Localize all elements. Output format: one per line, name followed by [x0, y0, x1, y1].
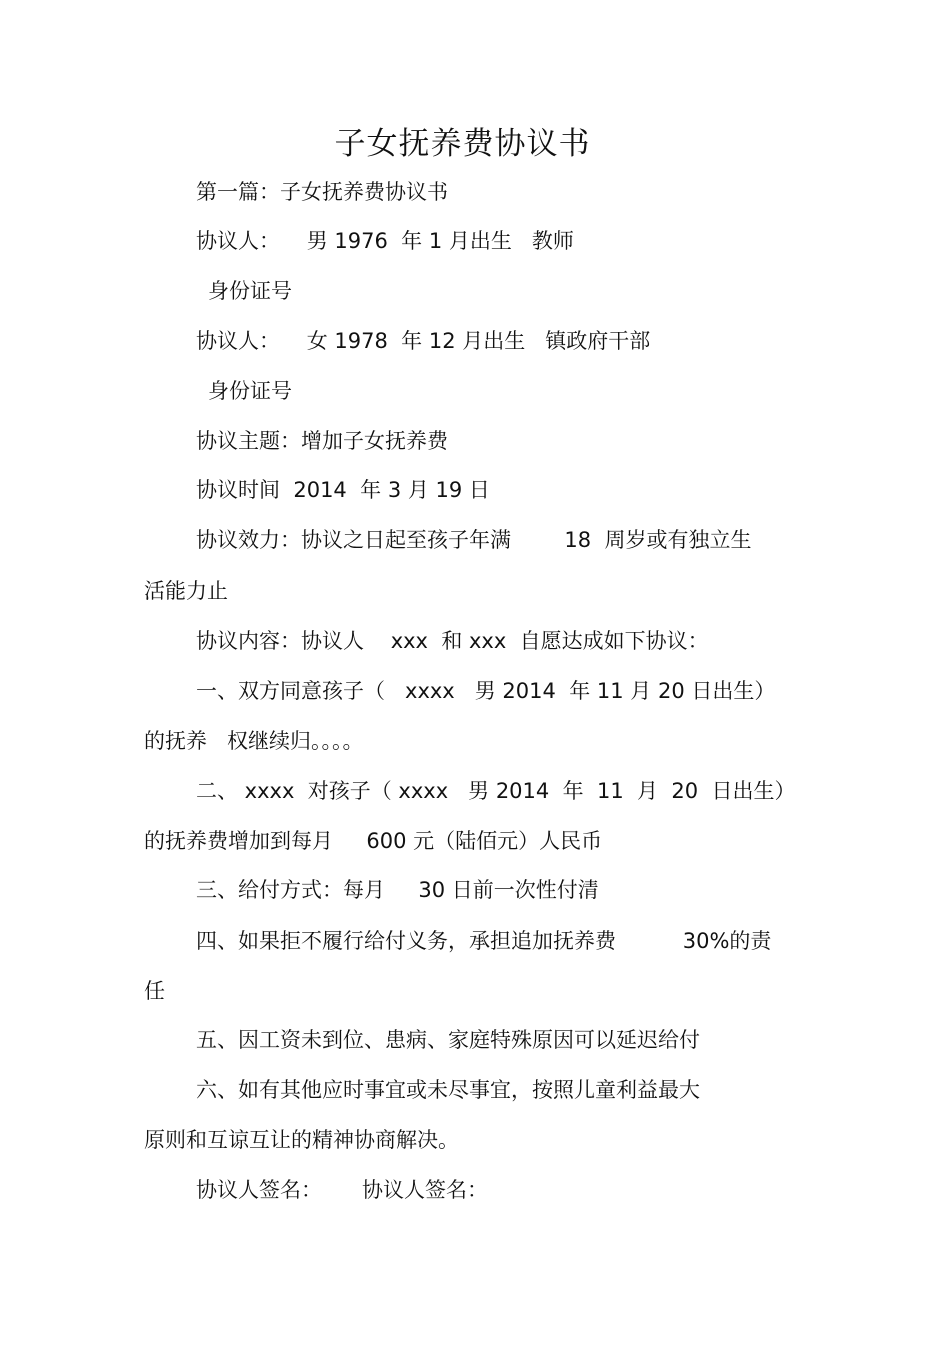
- clause-six: 六、如有其他应时事宜或未尽事宜，按照儿童利益最大: [196, 1078, 700, 1102]
- clause-two-continued: 的抚养费增加到每月 600 元（陆佰元）人民币: [144, 829, 603, 853]
- document-title: 子女抚养费协议书: [334, 126, 591, 162]
- clause-six-continued: 原则和互谅互让的精神协商解决。: [144, 1128, 459, 1152]
- clause-two: 二、 xxxx 对孩子（ xxxx 男 2014 年 11 月 20 日出生）: [196, 779, 796, 803]
- party-one-id-label: 身份证号: [208, 279, 292, 303]
- section-heading: 第一篇：子女抚养费协议书: [196, 180, 448, 204]
- agreement-validity-continued: 活能力止: [144, 579, 228, 603]
- signature-label-right: 协议人签名：: [362, 1178, 488, 1202]
- clause-one-continued: 的抚养 权继续归。。。。: [144, 729, 364, 753]
- clause-three: 三、给付方式：每月 30 日前一次性付清: [196, 878, 599, 902]
- clause-four-continued: 任: [144, 979, 165, 1003]
- clause-one: 一、双方同意孩子（ xxxx 男 2014 年 11 月 20 日出生）: [196, 679, 776, 703]
- agreement-date: 协议时间 2014 年 3 月 19 日: [196, 478, 490, 502]
- party-two-id-label: 身份证号: [208, 379, 292, 403]
- agreement-subject: 协议主题：增加子女抚养费: [196, 429, 448, 453]
- clause-four: 四、如果拒不履行给付义务，承担追加抚养费 30%的责: [196, 929, 772, 953]
- party-one-line: 协议人： 男 1976 年 1 月出生 教师: [196, 229, 574, 253]
- clause-five: 五、因工资未到位、患病、家庭特殊原因可以延迟给付: [196, 1028, 700, 1052]
- signature-label-left: 协议人签名：: [196, 1178, 322, 1202]
- agreement-validity: 协议效力：协议之日起至孩子年满 18 周岁或有独立生: [196, 528, 752, 552]
- agreement-content-intro: 协议内容：协议人 xxx 和 xxx 自愿达成如下协议：: [196, 629, 709, 653]
- party-two-line: 协议人： 女 1978 年 12 月出生 镇政府干部: [196, 329, 651, 353]
